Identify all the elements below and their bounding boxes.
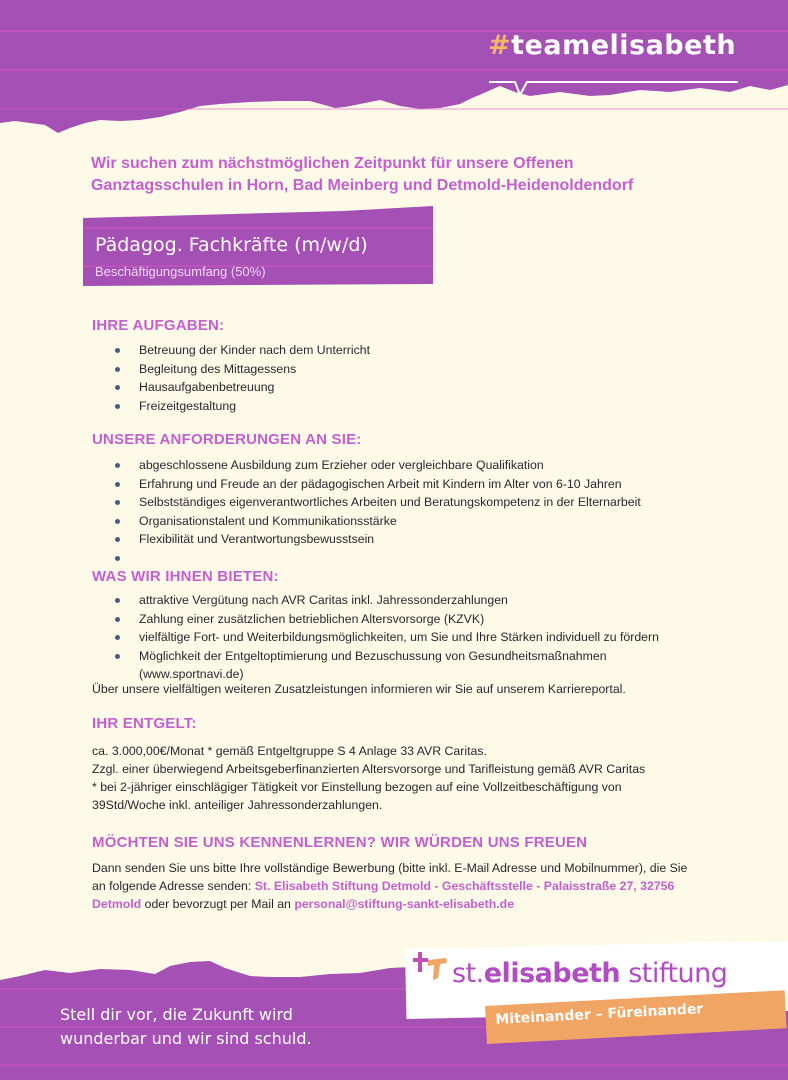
- sportnavi-link-text: (www.sportnavi.de): [139, 667, 244, 681]
- list-item: [115, 512, 641, 531]
- salary-line: ca. 3.000,00€/Monat * gemäß Entgeltgruppe S 4 Anlage 33 AVR Caritas.: [92, 744, 487, 758]
- postal-address-city: Detmold: [92, 897, 142, 911]
- bullet-icon: [115, 556, 120, 561]
- list-item: [115, 475, 641, 494]
- list-item-text: Hausaufgabenbetreuung: [139, 380, 275, 394]
- list-item-text: Freizeitgestaltung: [139, 398, 237, 413]
- slogan-line-2: wunderbar und wir sind schuld.: [60, 1029, 312, 1048]
- hashtag: [488, 30, 736, 61]
- header-band: [0, 0, 788, 150]
- requirements-list: [115, 456, 641, 567]
- bullet-icon: [115, 482, 120, 487]
- list-item-empty: [115, 549, 641, 568]
- logo-part: elisabeth: [483, 958, 621, 989]
- cross-logo-icon: [410, 950, 452, 984]
- bullet-icon: [115, 519, 120, 524]
- bullet-icon: [115, 635, 120, 640]
- bullet-icon: [115, 404, 120, 409]
- list-item-text: Flexibilität und Verantwortungsbewusstsein: [139, 532, 375, 546]
- list-item-text: Begleitung des Mittagessens: [139, 361, 297, 376]
- contact-line-3: [92, 895, 687, 913]
- list-item-text: Zahlung einer zusätzlichen betrieblichen Altersvorsorge (KZVK): [139, 611, 485, 626]
- hashtag-text: teamelisabeth: [511, 30, 737, 61]
- salary-line: 39Std/Woche inkl. anteiliger Jahressonderzahlungen.: [92, 798, 383, 812]
- contact-heading: MÖCHTEN SIE UNS KENNENLERNEN? WIR WÜRDEN UNS FREUEN: [92, 834, 588, 851]
- email-link[interactable]: personal@stiftung-sankt-elisabeth.de: [294, 897, 515, 911]
- bullet-icon: [115, 463, 120, 468]
- logo-wordmark: [452, 958, 727, 989]
- list-item: [115, 610, 659, 629]
- list-item-text: Betreuung der Kinder nach dem Unterricht: [139, 343, 371, 357]
- list-item: [115, 647, 659, 666]
- list-item-text: Organisationstalent und Kommunikationsstärke: [139, 513, 397, 528]
- contact-prefix: an folgende Adresse senden:: [92, 879, 255, 893]
- contact-line-1: Dann senden Sie uns bitte Ihre vollständige Bewerbung (bitte inkl. E-Mail Adresse und Mobilnummer), die Sie: [92, 861, 688, 875]
- list-item-text: abgeschlossene Ausbildung zum Erzieher oder vergleichbare Qualifikation: [139, 458, 544, 472]
- bullet-icon: [115, 537, 120, 542]
- intro-line-1: Wir suchen zum nächstmöglichen Zeitpunkt für unsere Offenen: [91, 155, 574, 172]
- salary-line: * bei 2-jähriger einschlägiger Tätigkeit vor Einstellung bezogen auf eine Vollzeitbeschäftigung von: [92, 780, 622, 794]
- salary-heading: IHR ENTGELT:: [92, 715, 197, 732]
- bullet-icon: [115, 348, 120, 353]
- list-item: [115, 341, 370, 360]
- intro-text: [91, 153, 731, 197]
- list-item-text: Möglichkeit der Entgeltoptimierung und Bezuschussung von Gesundheitsmaßnahmen: [139, 648, 607, 663]
- contact-line-2: [92, 877, 687, 895]
- logo-part: stiftung: [620, 958, 728, 989]
- job-scope: Beschäftigungsumfang (50%): [95, 264, 266, 279]
- logo-part: st.: [452, 958, 484, 989]
- tasks-heading: IHRE AUFGABEN:: [92, 317, 225, 334]
- list-item: [115, 378, 370, 397]
- tagline: Miteinander – Füreinander: [495, 1001, 704, 1028]
- list-item-text: vielfältige Fort- und Weiterbildungsmöglichkeiten, um Sie und Ihre Stärken individuell zu fördern: [139, 630, 659, 644]
- list-item-text: Erfahrung und Freude an der pädagogischen Arbeit mit Kindern im Alter von 6-10 Jahren: [139, 476, 622, 491]
- list-item: [115, 628, 659, 647]
- tasks-list: [115, 341, 370, 415]
- mail-prefix: oder bevorzugt per Mail an: [141, 897, 295, 911]
- list-item: [115, 591, 659, 610]
- requirements-heading: UNSERE ANFORDERUNGEN AN SIE:: [92, 431, 362, 448]
- list-item: [115, 493, 641, 512]
- list-item: [115, 456, 641, 475]
- job-title: Pädagog. Fachkräfte (m/w/d): [95, 234, 368, 256]
- slogan-line-1: Stell dir vor, die Zukunft wird: [60, 1005, 293, 1024]
- offers-footer: Über unsere vielfältigen weiteren Zusatzleistungen informieren wir Sie auf unserem Karriereportal.: [92, 682, 626, 696]
- list-item-text: Selbstständiges eigenverantwortliches Arbeiten und Beratungskompetenz in der Elternarbeit: [139, 495, 641, 509]
- contact-text: [92, 859, 687, 913]
- slogan: [60, 1003, 312, 1051]
- bullet-icon: [115, 598, 120, 603]
- bullet-icon: [115, 654, 120, 659]
- list-item-text: attraktive Vergütung nach AVR Caritas inkl. Jahressonderzahlungen: [139, 593, 508, 607]
- hash-symbol: #: [488, 30, 512, 61]
- offers-list: [115, 591, 659, 684]
- salary-text: [92, 742, 645, 814]
- bullet-icon: [115, 367, 120, 372]
- salary-line: Zzgl. einer überwiegend Arbeitsgeberfinanzierten Altersvorsorge und Tarifleistung gemäß AVR Caritas: [92, 762, 646, 776]
- intro-line-2: Ganztagsschulen in Horn, Bad Meinberg und Detmold-Heidenoldendorf: [91, 177, 634, 194]
- list-item: [115, 397, 370, 416]
- bullet-icon: [115, 617, 120, 622]
- bullet-icon: [115, 500, 120, 505]
- postal-address: St. Elisabeth Stiftung Detmold - Geschäftsstelle - Palaisstraße 27, 32756: [254, 879, 675, 893]
- list-item: [115, 530, 641, 549]
- offers-heading: WAS WIR IHNEN BIETEN:: [92, 568, 279, 585]
- bullet-icon: [115, 385, 120, 390]
- list-item: [115, 360, 370, 379]
